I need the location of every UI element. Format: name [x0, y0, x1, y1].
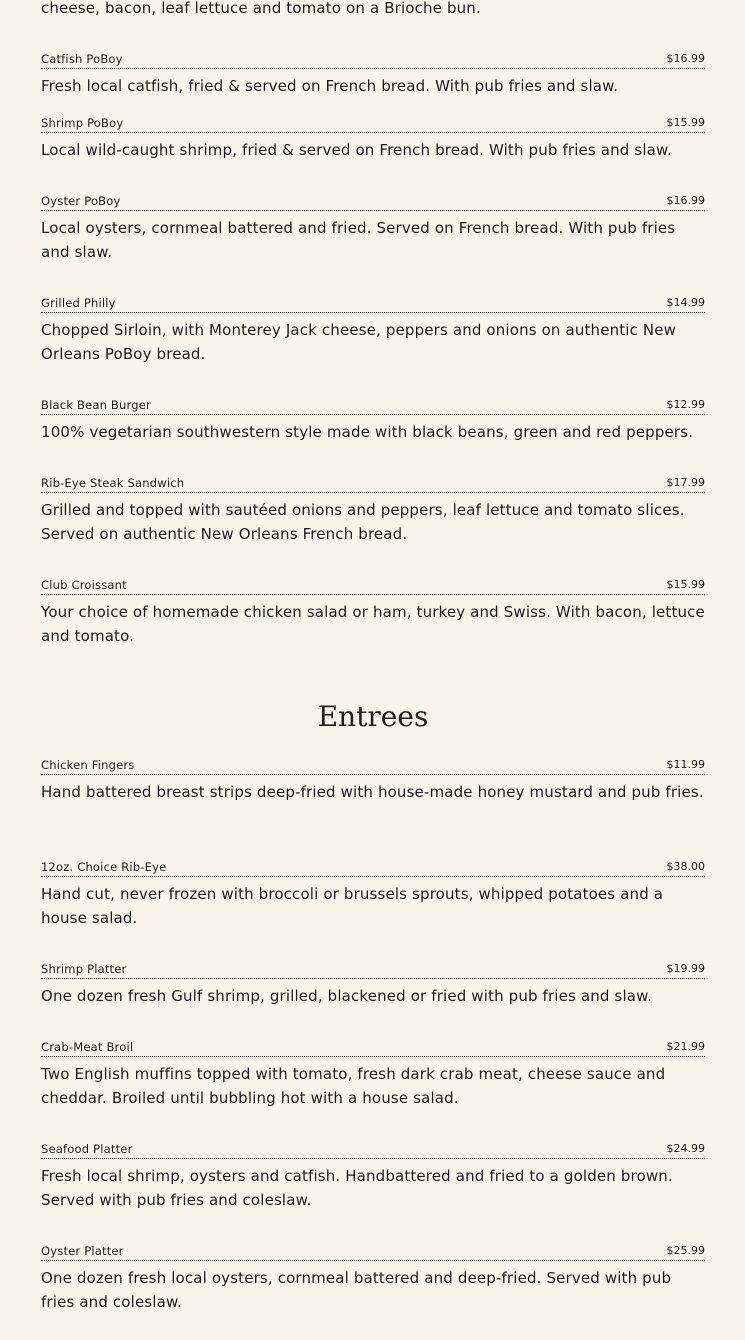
menu-item-price: $15.99	[666, 116, 705, 129]
section-title-entrees: Entrees	[317, 700, 429, 733]
menu-item-price: $15.99	[666, 578, 705, 591]
menu-item-grilled-philly	[41, 294, 705, 366]
menu-item-description: Hand cut, never frozen with broccoli or brussels sprouts, whipped potatoes and a house salad.	[41, 885, 664, 927]
menu-item-description: Hand battered breast strips deep-fried with house-made honey mustard and pub fries.	[41, 783, 704, 801]
menu-item-price: $16.99	[666, 52, 705, 65]
menu-item-name: 12oz. Choice Rib-Eye	[41, 860, 167, 874]
menu-item-price: $14.99	[666, 296, 705, 309]
menu-item-price: $24.99	[666, 1142, 705, 1155]
menu-item-header	[41, 1242, 705, 1261]
menu-item-rib-eye-steak-sandwich	[41, 474, 705, 546]
menu-item-description: Chopped Sirloin, with Monterey Jack cheese, peppers and onions on authentic New Orleans PoBoy bread.	[41, 321, 677, 363]
menu-item-price: $25.99	[666, 1244, 705, 1257]
menu-item-seafood-platter	[41, 1140, 705, 1212]
menu-item-name: Chicken Fingers	[41, 758, 135, 772]
menu-item-header	[41, 474, 705, 493]
menu-item-header	[41, 50, 705, 69]
menu-item-oyster-platter	[41, 1242, 705, 1314]
menu-item-price: $38.00	[666, 860, 705, 873]
menu-item-header	[41, 1038, 705, 1057]
menu-item-name: Shrimp PoBoy	[41, 116, 124, 130]
menu-item-header	[41, 858, 705, 877]
menu-item-description: Local wild-caught shrimp, fried & served on French bread. With pub fries and slaw.	[41, 141, 672, 159]
menu-item-description: 100% vegetarian southwestern style made with black beans, green and red peppers.	[41, 423, 694, 441]
menu-item-name: Crab-Meat Broil	[41, 1040, 134, 1054]
menu-item-rib-eye	[41, 858, 705, 930]
menu-item-catfish-poboy	[41, 50, 705, 98]
menu-item-price: $12.99	[666, 398, 705, 411]
menu-item-crab-meat-broil	[41, 1038, 705, 1110]
menu-item-club-croissant	[41, 576, 705, 648]
menu-item-header	[41, 1140, 705, 1159]
menu-item-name: Seafood Platter	[41, 1142, 133, 1156]
menu-item-description: Fresh local catfish, fried & served on French bread. With pub fries and slaw.	[41, 77, 619, 95]
menu-item-description: Local oysters, cornmeal battered and fried. Served on French bread. With pub fries and slaw.	[41, 219, 676, 261]
menu-item-price: $16.99	[666, 194, 705, 207]
menu-item-header	[41, 396, 705, 415]
menu-item-description: Grilled and topped with sautéed onions and peppers, leaf lettuce and tomato slices. Served on authentic New Orleans French bread.	[41, 501, 685, 543]
menu-item-price: $11.99	[666, 758, 705, 771]
menu-item-description: Two English muffins topped with tomato, fresh dark crab meat, cheese sauce and cheddar. Broiled until bubbling hot with a house salad.	[41, 1065, 666, 1107]
menu-item-name: Black Bean Burger	[41, 398, 151, 412]
menu-item-shrimp-poboy	[41, 114, 705, 162]
menu-item-name: Club Croissant	[41, 578, 127, 592]
menu-item-header	[41, 114, 705, 133]
menu-item-description: Fresh local shrimp, oysters and catfish. Handbattered and fried to a golden brown. Served with pub fries and coleslaw.	[41, 1167, 673, 1209]
menu-item-shrimp-platter	[41, 960, 705, 1008]
menu-item-header	[41, 756, 705, 775]
menu-item-header	[41, 192, 705, 211]
menu-item-oyster-poboy	[41, 192, 705, 264]
previous-item-description: cheese, bacon, leaf lettuce and tomato on a Brioche bun.	[41, 0, 481, 17]
menu-item-black-bean-burger	[41, 396, 705, 444]
menu-item-name: Oyster Platter	[41, 1244, 124, 1258]
menu-item-name: Catfish PoBoy	[41, 52, 123, 66]
menu-item-description: One dozen fresh local oysters, cornmeal battered and deep-fried. Served with pub fries and coleslaw.	[41, 1269, 672, 1311]
menu-item-price: $19.99	[666, 962, 705, 975]
menu-item-header	[41, 294, 705, 313]
menu-item-name: Oyster PoBoy	[41, 194, 121, 208]
menu-item-chicken-fingers	[41, 756, 705, 804]
menu-item-header	[41, 960, 705, 979]
menu-item-header	[41, 576, 705, 595]
menu-item-name: Grilled Philly	[41, 296, 116, 310]
menu-item-name: Shrimp Platter	[41, 962, 127, 976]
menu-item-price: $17.99	[666, 476, 705, 489]
menu-item-description: One dozen fresh Gulf shrimp, grilled, blackened or fried with pub fries and slaw.	[41, 987, 653, 1005]
menu-item-price: $21.99	[666, 1040, 705, 1053]
menu-item-description: Your choice of homemade chicken salad or ham, turkey and Swiss. With bacon, lettuce and tomato.	[41, 603, 705, 645]
menu-item-name: Rib-Eye Steak Sandwich	[41, 476, 185, 490]
